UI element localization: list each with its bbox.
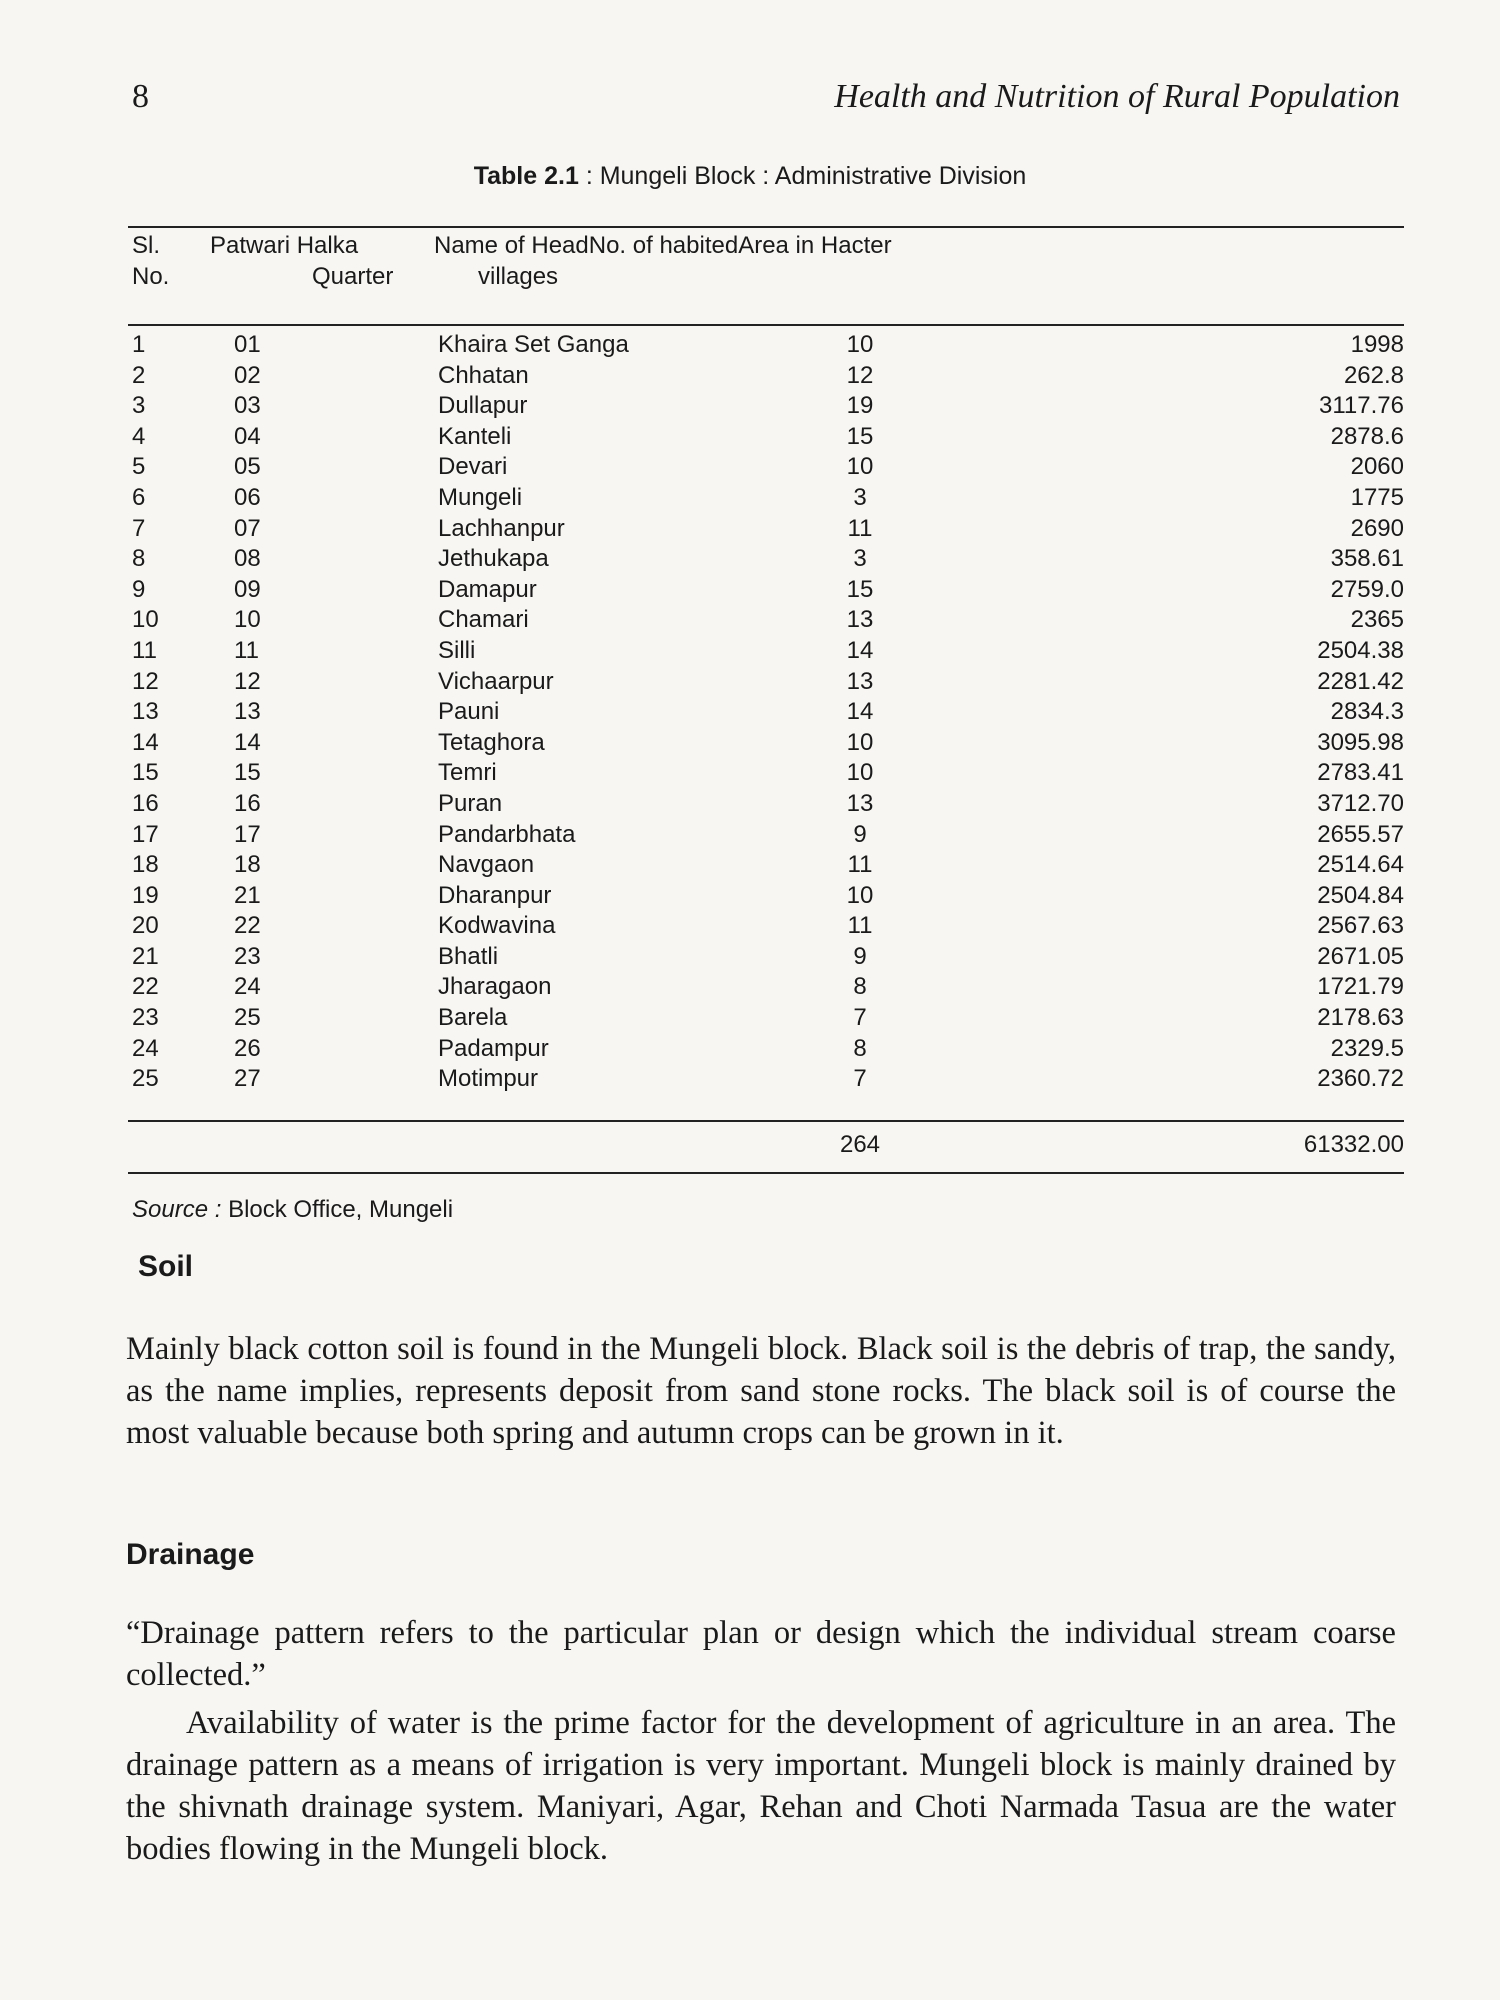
cell-area-hectare: 2690 <box>1350 514 1404 542</box>
table-bottom-rule <box>128 1172 1404 1174</box>
cell-head-quarter: Puran <box>438 789 503 817</box>
cell-patwari-halka: 04 <box>234 422 261 450</box>
cell-habited-villages: 15 <box>846 575 874 603</box>
cell-sl-no: 9 <box>132 575 146 603</box>
cell-area-hectare: 2783.41 <box>1317 759 1404 787</box>
cell-patwari-halka: 26 <box>234 1034 261 1062</box>
cell-area-hectare: 2504.84 <box>1317 881 1404 909</box>
cell-habited-villages: 3 <box>853 545 867 573</box>
cell-area-hectare: 2514.64 <box>1317 851 1404 879</box>
cell-patwari-halka: 23 <box>234 942 261 970</box>
table-row <box>0 544 1500 575</box>
cell-sl-no: 7 <box>132 514 146 542</box>
drainage-quote: “Drainage pattern refers to the particular plan or design which the individual stream coarse collected.” <box>126 1615 1396 1693</box>
cell-habited-villages: 10 <box>846 331 874 358</box>
cell-head-quarter: Dullapur <box>438 392 528 420</box>
cell-patwari-halka: 01 <box>234 331 261 358</box>
table-row <box>0 1003 1500 1034</box>
table-row <box>0 972 1500 1003</box>
table-row <box>0 330 1500 361</box>
table-total-rule <box>128 1120 1404 1122</box>
running-title: Health and Nutrition of Rural Population <box>834 78 1400 115</box>
cell-area-hectare: 2281.42 <box>1317 667 1404 695</box>
cell-head-quarter: Barela <box>438 1004 508 1032</box>
column-header-halka-line1: Patwari Halka <box>210 232 359 259</box>
cell-head-quarter: Silli <box>438 636 476 664</box>
drainage-heading: Drainage <box>126 1538 255 1571</box>
cell-sl-no: 18 <box>132 851 159 879</box>
table-row <box>0 667 1500 698</box>
cell-patwari-halka: 05 <box>234 453 261 481</box>
cell-sl-no: 8 <box>132 545 146 573</box>
table-row <box>0 391 1500 422</box>
page-number: 8 <box>132 78 149 115</box>
table-row <box>0 361 1500 392</box>
table-row <box>0 422 1500 453</box>
table-body <box>0 330 1500 1095</box>
cell-area-hectare: 2671.05 <box>1317 942 1404 970</box>
cell-head-quarter: Navgaon <box>438 851 535 879</box>
source-label: Source : <box>132 1196 222 1223</box>
cell-patwari-halka: 22 <box>234 912 261 940</box>
cell-head-quarter: Damapur <box>438 575 537 603</box>
table-caption-label: Table 2.1 <box>473 162 579 190</box>
cell-sl-no: 10 <box>132 606 159 634</box>
table-row <box>0 636 1500 667</box>
cell-sl-no: 21 <box>132 942 159 970</box>
table-row <box>0 850 1500 881</box>
cell-habited-villages: 10 <box>846 453 874 481</box>
cell-sl-no: 3 <box>132 392 146 420</box>
table-row <box>0 1034 1500 1065</box>
column-header-villages-line1: No. of habited <box>588 232 739 259</box>
cell-area-hectare: 262.8 <box>1343 361 1404 389</box>
cell-area-hectare: 2759.0 <box>1330 575 1404 603</box>
drainage-paragraph: Availability of water is the prime factor for the development of agriculture in an area. The drainage pattern as a means of irrigation is very important. Mungeli block is mainly drained by the shivnath drainage system. Maniyari, Agar, Rehan and Choti Narmada Tasua are the water bodies flowing in the Mungeli block. <box>126 1705 1396 1867</box>
cell-sl-no: 1 <box>132 331 146 358</box>
cell-head-quarter: Bhatli <box>438 942 499 970</box>
cell-area-hectare: 2360.72 <box>1317 1065 1404 1093</box>
table-source <box>132 1196 453 1224</box>
cell-habited-villages: 3 <box>853 483 867 511</box>
cell-patwari-halka: 03 <box>234 392 261 420</box>
cell-area-hectare: 1775 <box>1350 483 1404 511</box>
cell-habited-villages: 11 <box>847 912 873 940</box>
table-row <box>0 820 1500 851</box>
cell-habited-villages: 10 <box>846 728 874 756</box>
cell-head-quarter: Jharagaon <box>438 973 552 1001</box>
cell-area-hectare: 3117.76 <box>1319 392 1404 420</box>
cell-area-hectare: 3712.70 <box>1317 789 1404 817</box>
cell-habited-villages: 10 <box>846 881 874 909</box>
cell-head-quarter: Devari <box>438 453 508 481</box>
cell-sl-no: 15 <box>132 759 159 787</box>
table-row <box>0 911 1500 942</box>
table-row <box>0 605 1500 636</box>
cell-head-quarter: Khaira Set Ganga <box>438 331 629 358</box>
cell-sl-no: 4 <box>132 422 146 450</box>
table-row <box>0 452 1500 483</box>
cell-head-quarter: Motimpur <box>438 1065 539 1093</box>
table-row <box>0 789 1500 820</box>
cell-patwari-halka: 17 <box>234 820 261 848</box>
cell-habited-villages: 8 <box>853 973 867 1001</box>
table-row <box>0 881 1500 912</box>
source-text: Block Office, Mungeli <box>228 1196 454 1223</box>
cell-sl-no: 13 <box>132 698 159 726</box>
cell-patwari-halka: 06 <box>234 483 261 511</box>
cell-sl-no: 2 <box>132 361 146 389</box>
soil-heading: Soil <box>138 1250 194 1283</box>
table-row <box>0 728 1500 759</box>
cell-habited-villages: 13 <box>846 606 874 634</box>
cell-patwari-halka: 25 <box>234 1004 261 1032</box>
column-header-halka <box>210 230 393 292</box>
table-header-rule <box>128 324 1404 326</box>
cell-patwari-halka: 14 <box>234 728 261 756</box>
table-totals-row <box>0 1128 1500 1162</box>
column-header-name-line1: Name of Head <box>434 232 589 259</box>
cell-habited-villages: 14 <box>846 636 874 664</box>
cell-area-hectare: 2504.38 <box>1317 636 1404 664</box>
cell-head-quarter: Chamari <box>438 606 529 634</box>
cell-head-quarter: Kanteli <box>438 422 512 450</box>
cell-patwari-halka: 27 <box>234 1065 261 1093</box>
cell-habited-villages: 9 <box>853 820 867 848</box>
cell-habited-villages: 14 <box>846 698 874 726</box>
cell-habited-villages: 9 <box>853 942 867 970</box>
cell-area-hectare: 2878.6 <box>1330 422 1404 450</box>
cell-habited-villages: 8 <box>853 1034 867 1062</box>
table-row <box>0 942 1500 973</box>
cell-habited-villages: 19 <box>846 392 874 420</box>
cell-sl-no: 12 <box>132 667 159 695</box>
column-header-villages-line2: villages <box>478 263 559 290</box>
cell-area-hectare: 2060 <box>1350 453 1404 481</box>
cell-area-hectare: 2365 <box>1350 606 1404 634</box>
table-row <box>0 575 1500 606</box>
cell-sl-no: 20 <box>132 912 159 940</box>
column-header-name <box>434 230 892 292</box>
column-header-area: Area in Hacter <box>738 232 892 259</box>
cell-head-quarter: Pauni <box>438 698 500 726</box>
cell-head-quarter: Kodwavina <box>438 912 556 940</box>
cell-area-hectare: 2178.63 <box>1317 1004 1404 1032</box>
table-caption-text: : Mungeli Block : Administrative Division <box>585 162 1027 190</box>
table-row <box>0 483 1500 514</box>
cell-head-quarter: Temri <box>438 759 497 787</box>
table-row <box>0 1064 1500 1095</box>
cell-area-hectare: 358.61 <box>1330 545 1404 573</box>
cell-head-quarter: Lachhanpur <box>438 514 565 542</box>
table-caption <box>0 162 1500 191</box>
cell-head-quarter: Tetaghora <box>438 728 545 756</box>
soil-paragraph: Mainly black cotton soil is found in the Mungeli block. Black soil is the debris of trap, the sandy, as the name implies, represents deposit from sand stone rocks. The black soil is of course the most valuable because both spring and autumn crops can be grown in it. <box>126 1331 1396 1451</box>
cell-sl-no: 16 <box>132 789 159 817</box>
column-header-sl-line2: No. <box>132 263 170 290</box>
total-villages: 264 <box>839 1131 881 1158</box>
table-top-rule <box>128 226 1404 228</box>
cell-head-quarter: Chhatan <box>438 361 529 389</box>
cell-patwari-halka: 13 <box>234 698 261 726</box>
cell-sl-no: 6 <box>132 483 146 511</box>
cell-sl-no: 11 <box>132 636 157 664</box>
cell-head-quarter: Pandarbhata <box>438 820 576 848</box>
cell-area-hectare: 2834.3 <box>1330 698 1404 726</box>
cell-patwari-halka: 21 <box>234 881 261 909</box>
cell-area-hectare: 1998 <box>1350 331 1404 358</box>
cell-habited-villages: 7 <box>853 1065 867 1093</box>
cell-habited-villages: 13 <box>846 789 874 817</box>
cell-area-hectare: 2329.5 <box>1330 1034 1404 1062</box>
total-area: 61332.00 <box>1303 1131 1404 1158</box>
cell-patwari-halka: 08 <box>234 545 261 573</box>
cell-habited-villages: 10 <box>846 759 874 787</box>
cell-sl-no: 25 <box>132 1065 159 1093</box>
cell-patwari-halka: 10 <box>234 606 261 634</box>
table-row <box>0 697 1500 728</box>
cell-patwari-halka: 02 <box>234 361 261 389</box>
cell-sl-no: 24 <box>132 1034 159 1062</box>
cell-patwari-halka: 24 <box>234 973 261 1001</box>
cell-sl-no: 22 <box>132 973 159 1001</box>
cell-patwari-halka: 09 <box>234 575 261 603</box>
cell-habited-villages: 11 <box>847 514 873 542</box>
cell-patwari-halka: 07 <box>234 514 261 542</box>
cell-area-hectare: 2655.57 <box>1317 820 1404 848</box>
cell-habited-villages: 7 <box>853 1004 867 1032</box>
cell-area-hectare: 3095.98 <box>1317 728 1404 756</box>
cell-habited-villages: 15 <box>846 422 874 450</box>
cell-sl-no: 19 <box>132 881 159 909</box>
cell-sl-no: 5 <box>132 453 146 481</box>
cell-sl-no: 23 <box>132 1004 159 1032</box>
cell-patwari-halka: 15 <box>234 759 261 787</box>
cell-head-quarter: Vichaarpur <box>438 667 554 695</box>
cell-sl-no: 17 <box>132 820 159 848</box>
cell-head-quarter: Jethukapa <box>438 545 549 573</box>
column-header-sl-line1: Sl. <box>132 232 161 259</box>
table-row <box>0 758 1500 789</box>
cell-head-quarter: Mungeli <box>438 483 523 511</box>
cell-habited-villages: 13 <box>846 667 874 695</box>
cell-patwari-halka: 12 <box>234 667 261 695</box>
cell-head-quarter: Dharanpur <box>438 881 552 909</box>
table-row <box>0 514 1500 545</box>
cell-patwari-halka: 18 <box>234 851 261 879</box>
column-header-halka-line2: Quarter <box>312 263 394 290</box>
cell-patwari-halka: 16 <box>234 789 261 817</box>
cell-area-hectare: 2567.63 <box>1317 912 1404 940</box>
cell-area-hectare: 1721.79 <box>1317 973 1404 1001</box>
cell-habited-villages: 11 <box>847 851 873 879</box>
cell-sl-no: 14 <box>132 728 159 756</box>
column-header-sl <box>132 230 169 292</box>
cell-habited-villages: 12 <box>846 361 874 389</box>
cell-head-quarter: Padampur <box>438 1034 549 1062</box>
cell-patwari-halka: 11 <box>234 636 259 664</box>
